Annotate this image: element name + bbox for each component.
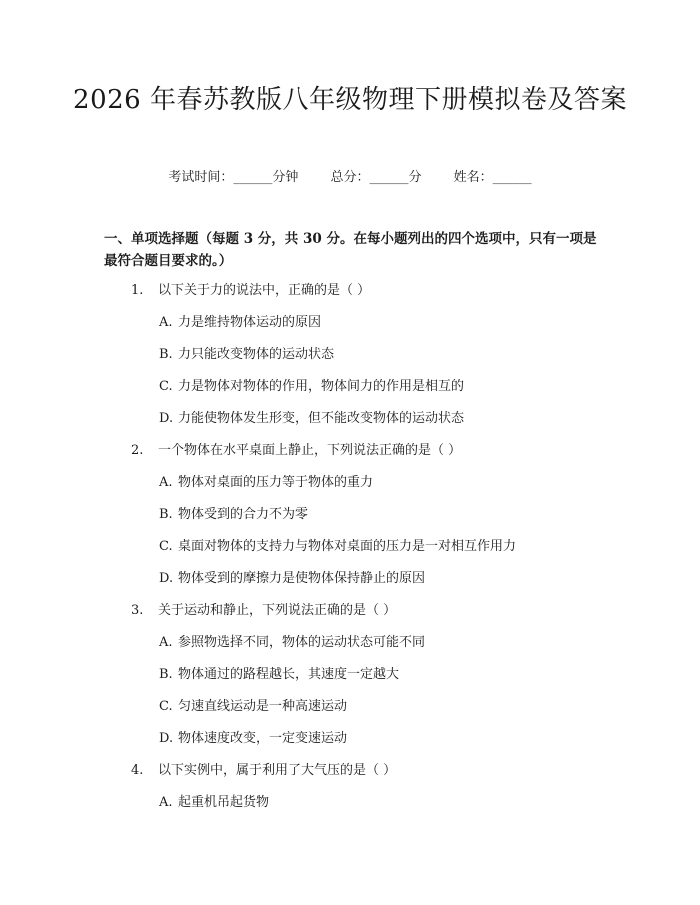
option-text: 物体受到的摩擦力是使物体保持静止的原因	[178, 571, 426, 586]
option-text: 参照物选择不同，物体的运动状态可能不同	[178, 635, 426, 650]
question-list	[0, 278, 700, 822]
question-number: 4.	[131, 763, 144, 778]
question-1-option-a	[0, 310, 700, 342]
question-number: 1.	[131, 283, 144, 298]
question-2-option-b	[0, 502, 700, 534]
question-2-option-d	[0, 566, 700, 598]
option-text: 力是物体对物体的作用，物体间力的作用是相互的	[178, 379, 465, 394]
question-number: 2.	[131, 443, 144, 458]
question-1-option-b	[0, 342, 700, 374]
question-1	[0, 278, 700, 310]
option-letter: C.	[159, 539, 173, 554]
option-text: 物体通过的路程越长，其速度一定越大	[178, 667, 400, 682]
option-letter: A.	[159, 795, 173, 810]
question-4-option-a	[0, 790, 700, 822]
option-letter: D.	[159, 411, 174, 426]
question-1-option-d	[0, 406, 700, 438]
option-text: 力是维持物体运动的原因	[178, 315, 322, 330]
question-3-option-b	[0, 662, 700, 694]
option-text: 起重机吊起货物	[178, 795, 270, 810]
option-letter: D.	[159, 731, 174, 746]
question-3-option-d	[0, 726, 700, 758]
option-text: 物体速度改变，一定变速运动	[178, 731, 348, 746]
option-letter: B.	[159, 347, 173, 362]
student-name-field: 姓名：______	[453, 170, 532, 185]
option-letter: A.	[159, 315, 173, 330]
document-title: 2026 年春苏教版八年级物理下册模拟卷及答案	[73, 85, 627, 115]
option-letter: C.	[159, 699, 173, 714]
question-2-option-c	[0, 534, 700, 566]
section-heading: 一、单项选择题（每题 3 分，共 30 分。在每小题列出的四个选项中，只有一项是最符合题目要求的。）	[104, 231, 597, 269]
option-letter: B.	[159, 667, 173, 682]
question-stem: 关于运动和静止，下列说法正确的是（ ）	[158, 603, 397, 618]
option-text: 物体受到的合力不为零	[178, 507, 309, 522]
option-letter: C.	[159, 379, 173, 394]
option-letter: A.	[159, 635, 173, 650]
question-3-option-c	[0, 694, 700, 726]
question-stem: 以下实例中，属于利用了大气压的是（ ）	[158, 763, 397, 778]
option-letter: B.	[159, 507, 173, 522]
option-text: 匀速直线运动是一种高速运动	[178, 699, 348, 714]
option-text: 力能使物体发生形变，但不能改变物体的运动状态	[178, 411, 465, 426]
option-letter: D.	[159, 571, 174, 586]
question-stem: 以下关于力的说法中，正确的是（ ）	[158, 283, 371, 298]
question-number: 3.	[131, 603, 144, 618]
option-text: 桌面对物体的支持力与物体对桌面的压力是一对相互作用力	[178, 539, 517, 554]
question-stem: 一个物体在水平桌面上静止，下列说法正确的是（ ）	[158, 443, 462, 458]
option-letter: A.	[159, 475, 173, 490]
option-text: 物体对桌面的压力等于物体的重力	[178, 475, 374, 490]
exam-meta	[0, 168, 700, 188]
question-2-option-a	[0, 470, 700, 502]
question-1-option-c	[0, 374, 700, 406]
exam-time-field: 考试时间：______分钟	[168, 170, 299, 185]
question-3-option-a	[0, 630, 700, 662]
question-2	[0, 438, 700, 470]
total-score-field: 总分：______分	[330, 170, 422, 185]
question-4	[0, 758, 700, 790]
question-3	[0, 598, 700, 630]
option-text: 力只能改变物体的运动状态	[178, 347, 335, 362]
